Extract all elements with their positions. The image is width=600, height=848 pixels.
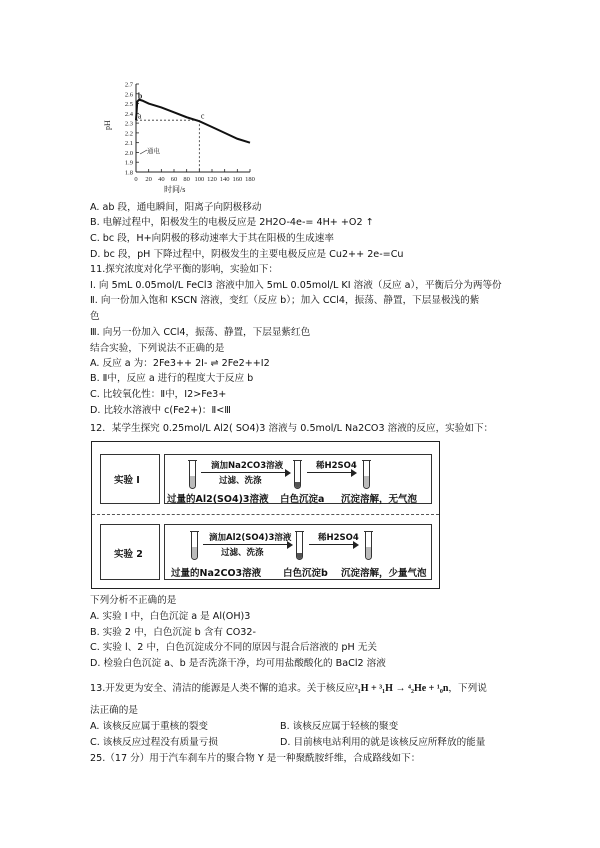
q13-option-d: D. 目前核电站利用的就是该核反应所释放的能量 [280, 737, 486, 748]
q12-stem: 12．某学生探究 0.25mol/L Al2( SO4)3 溶液与 0.5mol/L Na2CO3 溶液的反应，实验如下： [90, 423, 494, 434]
q11-stem: 11.探究浓度对化学平衡的影响，实验如下： [90, 264, 278, 275]
exp2-diagram-cell [164, 524, 432, 580]
q25-stem: 25.（17 分）用于汽车刹车片的聚合物 Y 是一种聚酰胺纤维，合成路线如下： [90, 753, 421, 764]
q12-option-c: C. 实验 l、2 中，白色沉淀成分不同的原因与混合后溶液的 pH 无关 [90, 642, 377, 653]
point-label-c: c [200, 111, 205, 121]
q12-prompt: 下列分析不正确的是 [90, 595, 177, 606]
x-tick-label: 40 [158, 176, 165, 183]
q10-option-c: C. bc 段，H+向阴极的移动速率大于其在阳极的生成速率 [90, 233, 334, 244]
q10-option-b: B. 电解过程中，阳极发生的电极反应是 2H2O-4e-= 4H+ +O2 ↑ [90, 217, 374, 228]
y-tick-label: 2.2 [124, 130, 133, 138]
exp1-step1-bottom: 过滤、洗涤 [219, 476, 262, 486]
exp1-tube-mid [294, 460, 301, 489]
x-axis-label: 时间/s [164, 185, 186, 194]
annotation-leader [140, 150, 147, 154]
q10-option-a: A. ab 段，通电瞬间，阳离子向阴极移动 [90, 202, 262, 213]
x-tick-label: 160 [232, 176, 243, 183]
exp2-step2-top: 稀H2SO4 [318, 533, 359, 543]
q11-step-i: I. 向 5mL 0.05mol/L FeCl3 溶液中加入 5mL 0.05mol/L KI 溶液（反应 a），平衡后分为两等份 [90, 280, 502, 291]
chart-annotation: 通电 [147, 148, 160, 155]
exp1-label-cell [100, 454, 160, 504]
experiment-separator [92, 514, 439, 515]
exp2-label-cell [100, 524, 160, 580]
q13-stem-cont: 法正确的是 [90, 705, 138, 716]
y-tick-label: 2.0 [124, 149, 133, 157]
q13-option-c: C. 该核反应过程没有质量亏损 [90, 737, 218, 748]
exp2-tube-start [191, 531, 198, 560]
exp1-start: 过量的Al2(SO4)3溶液 [167, 494, 269, 505]
x-tick-label: 140 [219, 176, 230, 183]
x-tick-label: 80 [183, 176, 190, 183]
q12-option-a: A. 实验 I 中，白色沉淀 a 是 Al(OH)3 [90, 611, 251, 622]
y-tick-label: 2.3 [124, 120, 133, 128]
exp2-step1-bottom: 过滤、洗涤 [221, 548, 264, 558]
exp2-tube-end [365, 531, 372, 560]
exp1-tube-end [363, 460, 370, 489]
q11-prompt: 结合实验，下列说法不正确的是 [90, 343, 225, 354]
exp2-start: 过量的Na2CO3溶液 [171, 568, 262, 579]
exp1-step2-top: 稀H2SO4 [316, 461, 357, 471]
q11-option-c: C. 比较氧化性：Ⅱ中，I2>Fe3+ [90, 389, 227, 400]
exp1-label: 实验 I [114, 475, 140, 486]
x-tick-label: 60 [170, 176, 178, 183]
x-tick-label: 20 [145, 176, 152, 183]
x-tick-label: 0 [134, 176, 138, 183]
q12-option-d: D. 检验白色沉淀 a、b 是否洗涤干净，均可用盐酸酸化的 BaCl2 溶液 [90, 658, 386, 669]
exp1-step1-top: 滴加Na2CO3溶液 [211, 461, 284, 471]
exp2-arrow-2 [309, 544, 357, 545]
x-tick-label: 120 [207, 176, 217, 183]
y-tick-label: 2.4 [124, 110, 133, 118]
exp1-arrow-2 [307, 472, 355, 473]
y-tick-label: 1.8 [124, 169, 133, 177]
y-tick-label: 1.9 [124, 159, 133, 167]
y-tick-label: 2.5 [124, 101, 133, 109]
experiment-table [91, 441, 440, 589]
y-tick-group [125, 82, 139, 177]
q11-step-ii-cont: 色 [90, 311, 100, 322]
nuclear-equation: ²₁H + ³₁H → ⁴₂He + ¹₀n [354, 683, 449, 694]
exp2-step1-top: 滴加Al2(SO4)3溶液 [209, 533, 292, 543]
exp1-end: 沉淀溶解，无气泡 [341, 494, 418, 505]
q13-option-a: A. 该核反应属于重核的裂变 [90, 721, 209, 732]
q10-option-d: D. bc 段，pH 下降过程中，阴极发生的主要电极反应是 Cu2++ 2e-=Cu [90, 249, 404, 260]
q11-step-ii: Ⅱ. 向一份加入饱和 KSCN 溶液，变红（反应 b）；加入 CCl4，振荡、静置，下层显极浅的紫 [90, 295, 480, 306]
exp2-mid: 白色沉淀b [283, 568, 328, 579]
ph-series-line [136, 100, 250, 143]
q12-option-b: B. 实验 2 中，白色沉淀 b 含有 CO32- [90, 627, 256, 638]
y-axis-label: pH [103, 120, 112, 130]
x-tick-label: 180 [245, 176, 255, 183]
point-label-a: a [137, 111, 142, 121]
exp1-mid: 白色沉淀a [280, 494, 325, 505]
q13-stem-end: ，下列说 [448, 683, 487, 694]
exp2-tube-mid [296, 531, 303, 560]
y-tick-label: 2.7 [124, 81, 133, 89]
exp1-arrow-1 [201, 472, 289, 473]
y-tick-label: 2.6 [124, 91, 133, 99]
exp2-arrow-1 [203, 544, 291, 545]
exp1-tube-start [189, 460, 196, 489]
x-tick-label: 100 [194, 176, 205, 183]
y-tick-label: 2.1 [124, 140, 133, 148]
q13-stem-start: 13.开发更为安全、清洁的能源是人类不懈的追求。关于核反应 [90, 683, 355, 694]
q11-step-iii: Ⅲ. 向另一份加入 CCl4，振荡、静置，下层显紫红色 [90, 327, 311, 338]
q13-stem [90, 682, 487, 695]
x-tick-group [134, 169, 255, 183]
exp2-end: 沉淀溶解，少量气泡 [341, 568, 427, 579]
q11-option-a: A. 反应 a 为：2Fe3++ 2I- ⇌ 2Fe2++I2 [90, 358, 270, 369]
q13-option-b: B. 该核反应属于轻核的聚变 [280, 721, 399, 732]
q11-option-b: B. Ⅱ中，反应 a 进行的程度大于反应 b [90, 373, 254, 384]
q11-option-d: D. 比较水溶液中 c(Fe2+)：Ⅱ<Ⅲ [90, 405, 231, 416]
ph-time-chart [100, 78, 260, 196]
point-label-b: b [137, 91, 143, 101]
exp2-label: 实验 2 [114, 549, 143, 560]
exp1-diagram-cell [164, 454, 432, 504]
